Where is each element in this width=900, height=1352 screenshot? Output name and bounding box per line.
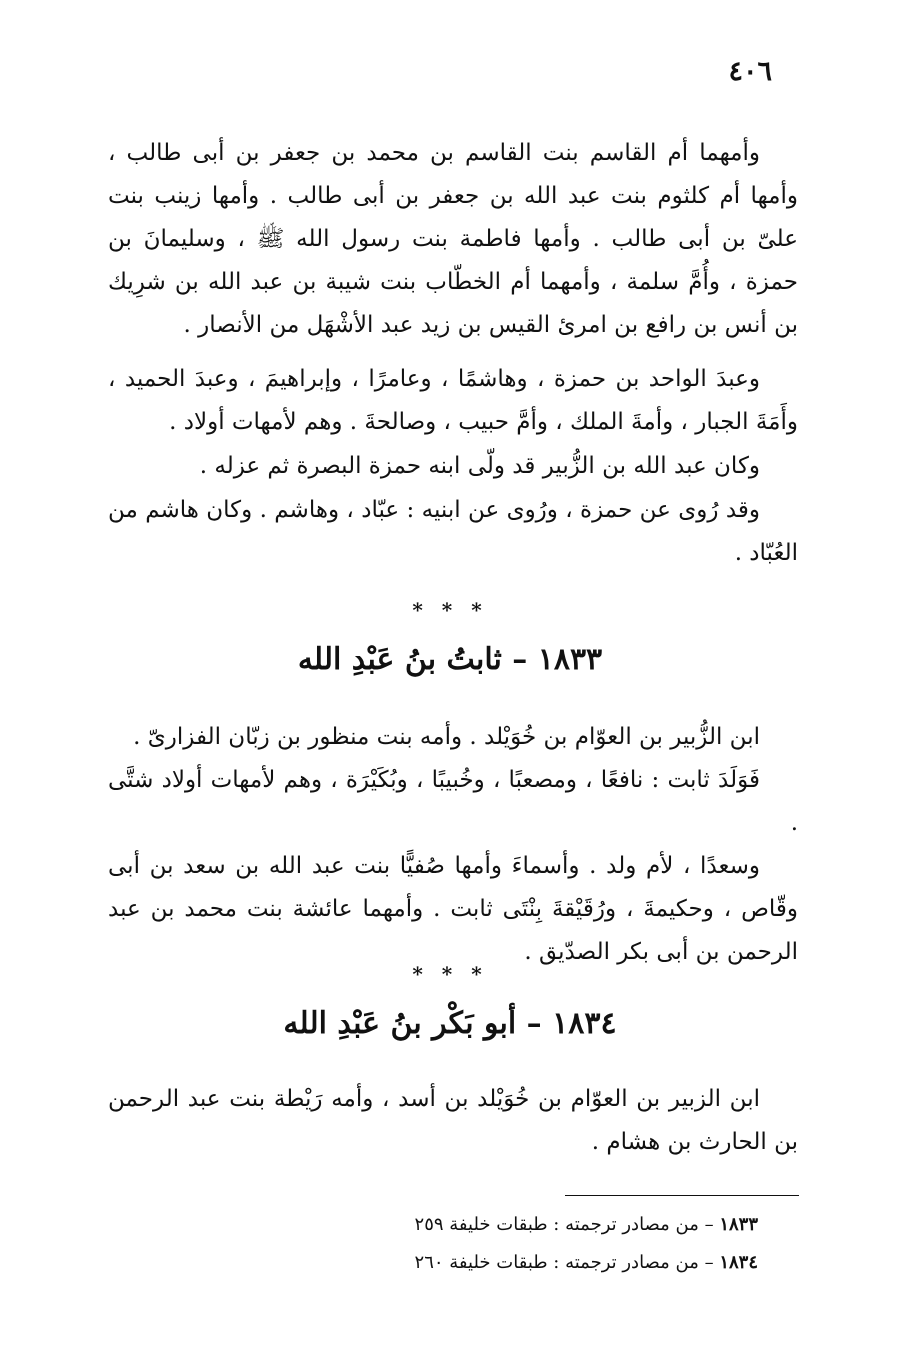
entry-1833-body: [108, 716, 798, 974]
section-separator: * * *: [412, 962, 488, 986]
entry-1834-body: [108, 1078, 798, 1164]
paragraph: وقد رُوى عن حمزة ، ورُوى عن ابنيه : عبّاد ، وهاشم . وكان هاشم من العُبّاد .: [108, 497, 798, 566]
footnote-divider: [565, 1195, 799, 1196]
footnote-text: – من مصادر ترجمته : طبقات خليفة ٢٦٠: [414, 1252, 714, 1273]
footnote-number: ١٨٣٣: [719, 1214, 758, 1235]
paragraph: وعبدَ الواحد بن حمزة ، وهاشمًا ، وعامرًا ، وإبراهيمَ ، وعبدَ الحميد ، وأَمَةَ الجبار ، وأمةَ الملك ، وأمَّ حبيب ، وصالحةَ . وهم لأمهات أولاد .: [108, 366, 798, 435]
footnote: [258, 1244, 758, 1282]
continuation-section: [108, 132, 798, 575]
paragraph: فَوَلَدَ ثابت : نافعًا ، ومصعبًا ، وخُبيبًا ، وبُكَيْرَة ، وهم لأمهات أولاد شتَّى .: [108, 767, 798, 836]
entry-heading-1834: ١٨٣٤ – أبو بَكْر بنُ عَبْدِ الله: [283, 1006, 617, 1041]
footnotes: [258, 1206, 758, 1282]
section-separator: * * *: [412, 598, 488, 622]
paragraph: وكان عبد الله بن الزُّبير قد ولّى ابنه حمزة البصرة ثم عزله .: [199, 453, 760, 479]
paragraph: وأمهما أم القاسم بنت القاسم بن محمد بن جعفر بن أبى طالب ، وأمها أم كلثوم بنت عبد الله بن جعفر بن أبى طالب . وأمها زينب بنت علىّ بن أبى طالب . وأمها فاطمة بنت رسول الله ﷺ ، وسليمانَ بن حمزة ، وأُمَّ سلمة ، وأمهما أم الخطّاب بنت شيبة بن عبد الله بن شرِيك بن أنس بن رافع بن امرئ القيس بن زيد عبد الأشْهَل من الأنصار .: [108, 140, 798, 338]
page-number: ٤٠٦: [728, 56, 772, 87]
footnote-number: ١٨٣٤: [719, 1252, 758, 1273]
entry-heading-1833: ١٨٣٣ – ثابتُ بنُ عَبْدِ الله: [297, 642, 603, 677]
paragraph: ابن الزبير بن العوّام بن خُوَيْلد بن أسد ، وأمه رَيْطة بنت عبد الرحمن بن الحارث بن هشام .: [108, 1086, 798, 1155]
footnote: [258, 1206, 758, 1244]
footnote-text: – من مصادر ترجمته : طبقات خليفة ٢٥٩: [414, 1214, 714, 1235]
paragraph: وسعدًا ، لأم ولد . وأسماءَ وأمها صُفيًّا بنت عبد الله بن سعد بن أبى وقّاص ، وحكيمةَ ، ورُقَيْقةَ بِنْتَى ثابت . وأمهما عائشة بنت محمد بن عبد الرحمن بن أبى بكر الصدّيق .: [108, 853, 798, 965]
paragraph: ابن الزُّبير بن العوّام بن خُوَيْلد . وأمه بنت منظور بن زبّان الفزارىّ .: [133, 724, 760, 750]
